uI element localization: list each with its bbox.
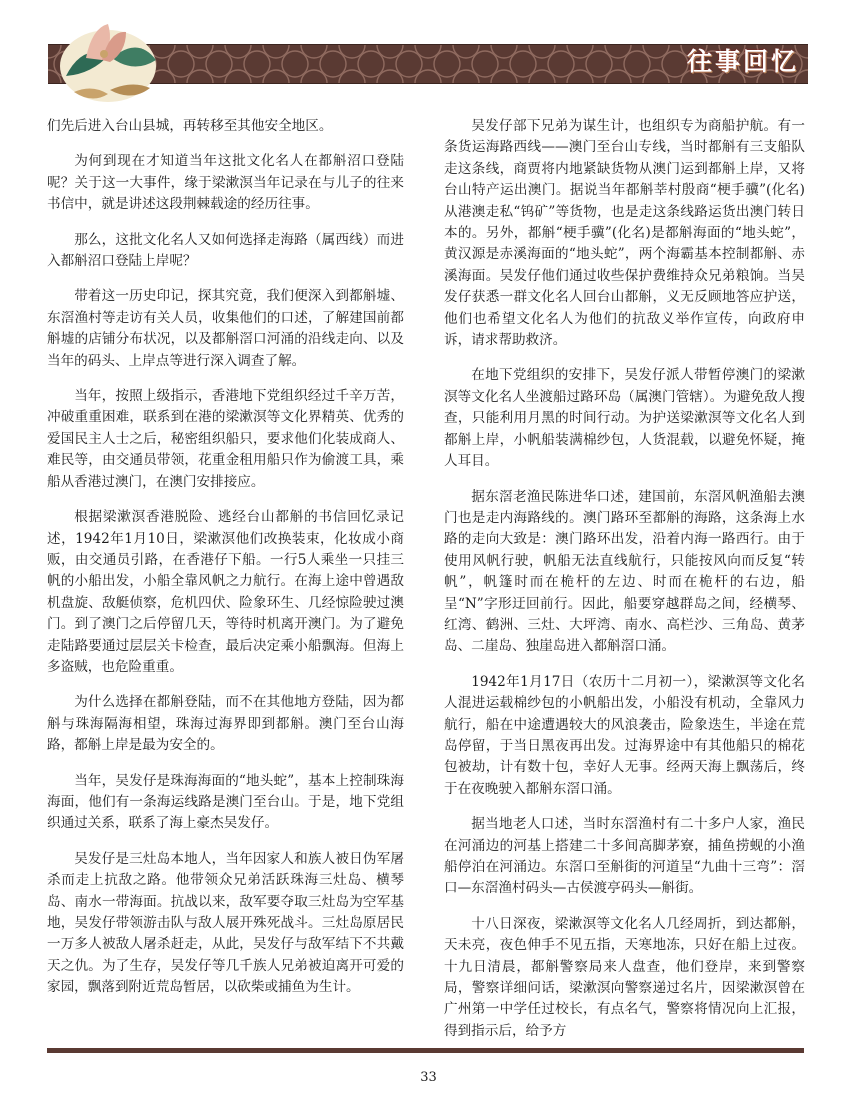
paragraph: 十八日深夜，梁漱溟等文化名人几经周折，到达都斛，天未亮，夜色伸手不见五指，天寒地冻，只好在船上过夜。十九日清晨，都斛警察局来人盘查，他们登岸，来到警察局，警察详细问话，梁漱溟向警察递过名片，因梁漱溟曾在广州第一中学任过校长，有点名气，警察将情况向上汇报，得到指示后，给予方 <box>444 915 805 1039</box>
paragraph: 为什么选择在都斛登陆，而不在其他地方登陆，因为都斛与珠海隔海相望，珠海过海界即到都斛。澳门至台山海路，都斛上岸是最为安全的。 <box>47 694 404 754</box>
paragraph: 在地下党组织的安排下，吴发仔派人带暂停澳门的梁漱溟等文化名人坐渡船过路环岛（属澳门管辖）。为避免敌人搜查，只能利用月黑的时间行动。为护送梁漱溟等文化名人到都斛上岸，小帆船装满棉纱包，人货混载，以避免怀疑，掩人耳目。 <box>444 367 805 470</box>
paragraph: 1942年1月17日（农历十二月初一），梁漱溟等文化名人混进运载棉纱包的小帆船出发，小船没有机动，全靠风力航行，船在中途遭遇较大的风浪袭击，险象迭生，半途在荒岛停留，于当日黑夜再出发。过海界途中有其他船只的棉花包被劫，计有数十包，幸好人无事。经两天海上飘荡后，终于在夜晚驶入都斛东滘口涌。 <box>444 673 805 797</box>
lotus-decoration-icon <box>52 14 164 110</box>
paragraph: 吴发仔部下兄弟为谋生计，也组织专为商船护航。有一条货运海路西线——澳门至台山专线，当时都斛有三支船队走这条线，商贾将内地紧缺货物从澳门运到都斛上岸，又将台山特产运出澳门。据说当年都斛莘村殷商“梗手骥”(化名)从港澳走私“钨矿”等货物，也是走这条线路运货出澳门转日本的。另外，都斛“梗手骥”(化名)是都斛海面的“地头蛇”，黄汉源是赤溪海面的“地头蛇”，两个海霸基本控制都斛、赤溪海面。吴发仔他们通过收些保护费维持众兄弟粮饷。当吴发仔获悉一群文化名人回台山都斛，义无反顾地答应护送，他们也希望文化名人为他们的抗敌义举作宣传，向政府申诉，请求帮助救济。 <box>444 118 805 349</box>
paragraph: 吴发仔是三灶岛本地人，当年因家人和族人被日伪军屠杀而走上抗敌之路。他带领众兄弟活跃珠海三灶岛、横琴岛、南水一带海面。抗战以来，敌军要夺取三灶岛为空军基地，吴发仔带领游击队与敌人展开殊死战斗。三灶岛原居民一万多人被敌人屠杀赶走，从此，吴发仔与敌军结下不共戴天之仇。为了生存，吴发仔等几千族人兄弟被迫离开可爱的家园，飘落到附近荒岛暂居，以砍柴或捕鱼为生计。 <box>47 850 404 996</box>
paragraph: 带着这一历史印记，探其究竟，我们便深入到都斛墟、东滘渔村等走访有关人员，收集他们的口述，了解建国前都斛墟的店铺分布状况，以及都斛滘口河涌的沿线走向、以及当年的码头、上岸点等进行深入调查了解。 <box>47 288 404 369</box>
page-number: 33 <box>420 1070 437 1085</box>
paragraph: 那么，这批文化名人又如何选择走海路（属西线）而进入都斛沼口登陆上岸呢？ <box>47 231 404 270</box>
section-title: 往事回忆 <box>686 47 799 76</box>
paragraph: 当年，吴发仔是珠海海面的“地头蛇”，基本上控制珠海海面，他们有一条海运线路是澳门至台山。于是，地下党组织通过关系，联系了海上豪杰吴发仔。 <box>47 772 404 832</box>
paragraph: 根据梁漱溟香港脱险、逃经台山都斛的书信回忆录记述，1942年1月10日，梁漱溟他们改换装束，化妆成小商贩，由交通员引路，在香港仔下船。一行5人乘坐一只挂三帆的小船出发，小船全靠风帆之力航行。在海上途中曾遇敌机盘旋、敌艇侦察，危机四伏、险象环生、几经惊险驶过澳门。到了澳门之后停留几天，等待时机离开澳门。为了避免走陆路要通过层层关卡检查，最后决定乘小船飘海。但海上多盗贼，也危险重重。 <box>47 509 404 675</box>
paragraph: 据东滘老渔民陈进华口述，建国前，东滘风帆渔船去澳门也是走内海路线的。澳门路环至都斛的海路，这条海上水路的走向大致是：澳门路环出发，沿着内海一路西行。由于使用风帆行驶，帆船无法直线航行，只能按风向而反复“转帆”，帆篷时而在桅杆的左边、时而在桅杆的右边，船呈“N”字形迂回前行。因此，船要穿越群岛之间，经横琴、红湾、鹤洲、三灶、大坪湾、南水、高栏沙、三角岛、黄茅岛、二崖岛、独崖岛进入都斛滘口涌。 <box>444 488 805 655</box>
right-column <box>444 116 805 1056</box>
paragraph: 们先后进入台山县城，再转移至其他安全地区。 <box>47 118 333 134</box>
left-column <box>47 116 404 1013</box>
paragraph: 为何到现在才知道当年这批文化名人在都斛沼口登陆呢？关于这一大事件，缘于梁漱溟当年记录在与儿子的往来书信中，就是讲述这段荆棘载途的经历往事。 <box>47 153 404 213</box>
footer-rule <box>47 1048 804 1053</box>
paragraph: 当年，按照上级指示，香港地下党组织经过千辛万苦，冲破重重困难，联系到在港的梁漱溟等文化界精英、优秀的爱国民主人士之后，秘密组织船只，要求他们化装成商人、难民等，由交通员带领，花重金租用船只作为偷渡工具，乘船从香港过澳门，在澳门安排接应。 <box>47 388 404 490</box>
paragraph: 据当地老人口述，当时东滘渔村有二十多户人家，渔民在河涌边的河基上搭建二十多间高脚茅寮，捕鱼捞蚬的小渔船停泊在河涌边。东滘口至斛街的河道呈“九曲十三弯”：滘口—东滘渔村码头—古侯渡亭码头—斛街。 <box>444 816 805 897</box>
